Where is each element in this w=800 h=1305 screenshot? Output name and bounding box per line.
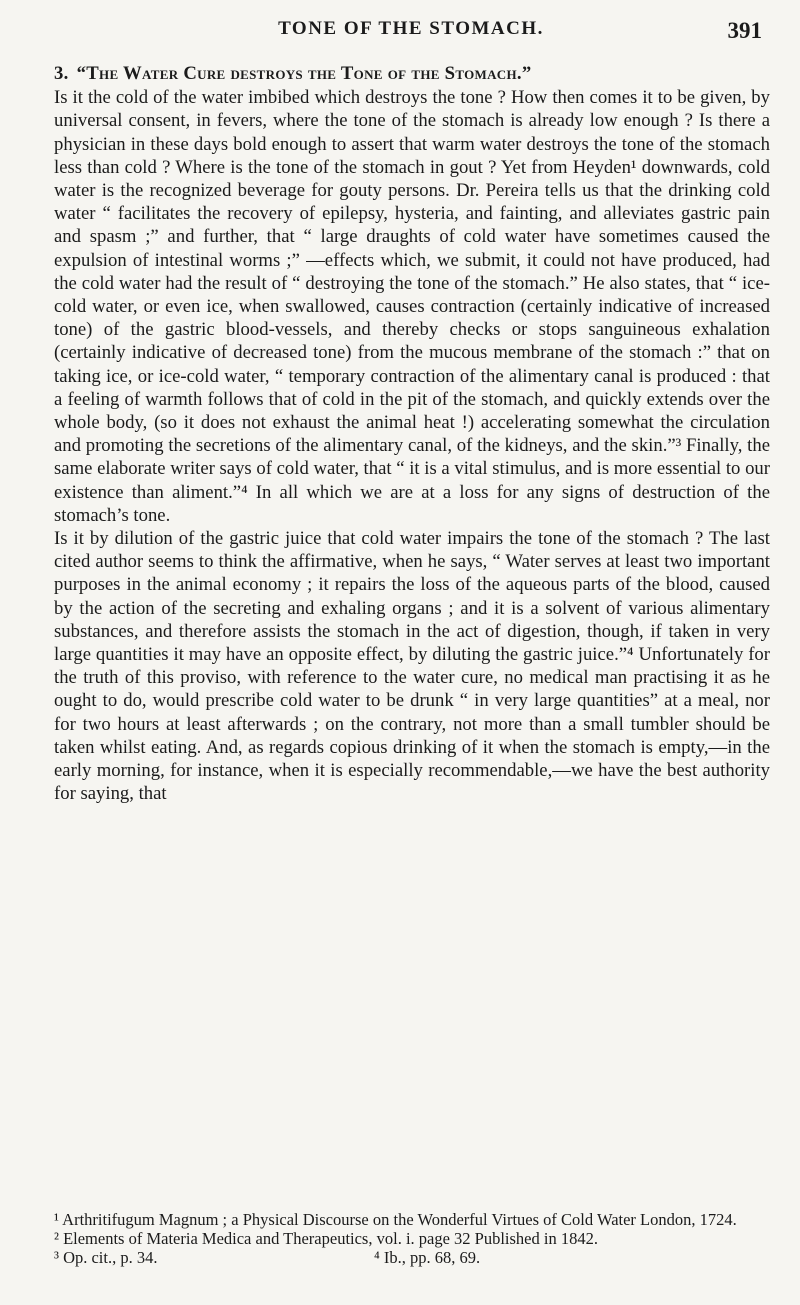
paragraph-2: Is it by dilution of the gastric juice that cold water impairs the tone of the stomach ? The last cited author seems to think the affirmative, when he says, “ Water serves at least two important purposes in the animal economy ; it repairs the loss of the aqueous parts of the blood, caused by the action of the secreting and exhaling organs ; and it is a solvent of various alimentary substances, and therefore assists the stomach in the act of digestion, though, if taken in very large quantities it may have an opposite effect, by diluting the gastric juice.”⁴ Unfortunately for the truth of this proviso, with reference to the water cure, no medical man practising it as he ought to do, would prescribe cold water to be drunk “ in very large quantities” at a meal, nor for two hours at least afterwards ; on the contrary, not more than a small tumbler should be taken whilst eating. And, as regards copious drinking of it when the stomach is empty,—in the early morning, for instance, when it is especially recommendable,—we have the best authority for saying, that [54, 528, 770, 805]
running-head-title: TONE OF THE STOMACH. [278, 18, 544, 39]
running-head [60, 18, 762, 46]
footnote-2: ² Elements of Materia Medica and Therapeutics, vol. i. page 32 Published in 1842. [54, 1229, 598, 1248]
section-heading [54, 62, 770, 85]
page-number: 391 [727, 18, 762, 43]
section-number: 3. [54, 63, 69, 84]
section-title: “The Water Cure destroys the Tone of the Stomach.” [76, 63, 532, 84]
footnote-row [54, 1248, 770, 1267]
footnote-3: ³ Op. cit., p. 34. [54, 1248, 158, 1267]
footnote-1: ¹ Arthritifugum Magnum ; a Physical Discourse on the Wonderful Virtues of Cold Water London, 1724. [54, 1210, 737, 1229]
body-text [54, 62, 770, 806]
footnotes [54, 1210, 770, 1267]
paragraph-1: Is it the cold of the water imbibed which destroys the tone ? How then comes it to be given, by universal consent, in fevers, where the tone of the stomach is already low enough ? Is there a physician in these days bold enough to assert that warm water destroys the tone of the stomach less than cold ? Where is the tone of the stomach in gout ? Yet from Heyden¹ downwards, cold water is the recognized beverage for gouty persons. Dr. Pereira tells us that the drinking cold water “ facilitates the recovery of epilepsy, hysteria, and fainting, and alleviates gastric pain and spasm ;” and further, that “ large draughts of cold water have sometimes caused the expulsion of intestinal worms ;” —effects which, we submit, it could not have produced, had the cold water had the result of “ destroying the tone of the stomach.” He also states, that “ ice-cold water, or even ice, when swallowed, causes contraction (certainly indicative of increased tone) of the gastric blood-vessels, and thereby checks or stops sanguineous exhalation (certainly indicative of decreased tone) from the mucous membrane of the stomach :” that on taking ice, or ice-cold water, “ temporary contraction of the alimentary canal is produced : that a feeling of warmth follows that of cold in the pit of the stomach, and quickly extends over the whole body, (so it does not exhaust the animal heat !) accelerating somewhat the circulation and promoting the secretions of the alimentary canal, of the kidneys, and the skin.”³ Finally, the same elaborate writer says of cold water, that “ it is a vital stimulus, and is more essential to our existence than aliment.”⁴ In all which we are at a loss for any signs of destruction of the stomach’s tone. [54, 87, 770, 526]
footnote-4: ⁴ Ib., pp. 68, 69. [374, 1248, 481, 1267]
